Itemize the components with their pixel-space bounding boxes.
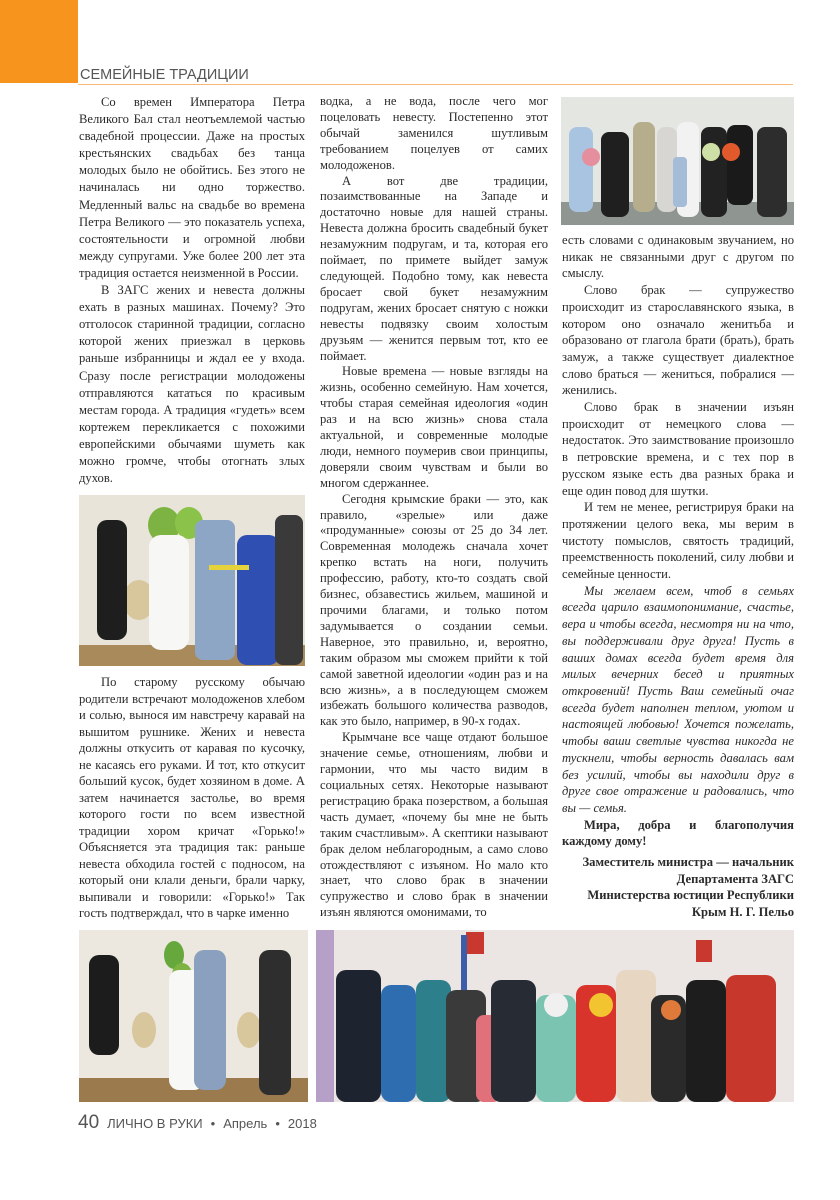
group-celebration-photo xyxy=(316,930,794,1102)
paragraph: Сегодня крымские браки — это, как правило, «зрелые» или даже «продуманные» союзы от 25 до 34 лет. Современная молодежь сначала хочет крепко встать на ноги, получить профессию, работу, кто-то создать свой бизнес, обзавестись жильем, машиной и прочими благами, и только потом задумывается о создании семьи. Наверное, это правильно, и, вероятно, таким образом мы сможем прийти к той самой заветной идеологии «один раз и на всю жизнь», а в последующем сможем избежать большого количества разводов, как это было, например, в 90-х годах. xyxy=(320,491,548,729)
signature-block xyxy=(562,854,794,921)
orange-corner-block xyxy=(0,0,78,83)
article-column-2 xyxy=(320,94,548,921)
article-column-1 xyxy=(79,94,305,487)
page-footer xyxy=(78,1112,317,1134)
signature-line: Крым Н. Г. Пельо xyxy=(691,905,794,920)
article-column-1-bottom xyxy=(79,674,305,922)
separator: • xyxy=(210,1116,216,1131)
header-rule xyxy=(78,84,793,85)
wish-paragraph: Мы желаем всем, чтоб в семьях всегда царило взаимопонимание, счастье, вера и чтобы всегда, несмотря ни на что, вы поддерживали друг друга! Пусть в ваших домах всегда будет время для милых вечерних бесед и приятных откровений! Пусть Ваш семейный очаг всегда будет наполнен теплом, уютом и настоящей любовью! Хочется пожелать, чтобы ваши светлые чувства никогда не тускнели, чтобы верность давалась вам без усилий, чтобы вы находили друг в друге свое отражение и радовались, что вы — семья. xyxy=(562,583,794,815)
paragraph: А вот две традиции, позаимствованные на Западе и достаточно новые для нашей страны. Невеста должна бросить свадебный букет незамужним подругам, и та, которая его поймает, по примете выйдет замуж следующей. Подобно тому, как невеста бросает свой букет незамужним подругам, жених бросает снятую с ножки невесты подвязку своим холостым друзьям — женится первым тот, кто ее поймает. xyxy=(320,173,548,363)
paragraph: В ЗАГС жених и невеста должны ехать в разных машинах. Почему? Это отголосок старинной традиции, согласно которой жених приезжал в церковь раньше избранницы и ждал ее у входа. Сразу после регистрации молодожены отправляются кататься по красивым местам города. А традиция «гудеть» всем кортежем перекликается с похожими европейскими обычаями шуметь как можно громче, чтобы отогнать злых духов. xyxy=(79,283,305,486)
wedding-photo-bread xyxy=(79,495,305,666)
section-title: СЕМЕЙНЫЕ ТРАДИЦИИ xyxy=(80,67,249,83)
article-column-3 xyxy=(562,232,794,921)
paragraph: По старому русскому обычаю родители встречают молодоженов хлебом и солью, вынося им навстречу каравай на вышитом рушнике. Жених и невеста должны откусить от каравая по кусочку, не касаясь его руками. И тот, кто откусит больший кусок, будет хозяином в доме. А затем начинается застолье, во время которого гости по всем известной традиции хором кричат «Горько!» Объясняется эта традиция так: раньше невеста обходила гостей с подносом, на который они клали деньги, брали чарку, выпивали и говорили: «Горько!» Так гость подтверждал, что в чарке именно xyxy=(79,675,305,920)
signature-line: Заместитель министра — начальник xyxy=(582,855,794,870)
family-group-photo xyxy=(561,97,794,225)
paragraph: есть словами с одинаковым звучанием, но никак не связанными друг с другом по смыслу. xyxy=(562,233,794,281)
paragraph: Крымчане все чаще отдают большое значение семье, отношениям, любви и гармонии, что мы часто видим в социальных сетях. Некоторые называют регистрацию брака позерством, а большая часть думает, «почему бы мне не быть таким счастливым». А скептики называют брак делом неблагородным, а само слово отождествляют с изъяном. Но мало кто знает, что слово брак в значении супружество и слово брак в значении изъян являются омонимами, то xyxy=(320,730,548,920)
signature-line: Департамента ЗАГС xyxy=(676,871,794,886)
signature-line: Министерства юстиции Республики xyxy=(587,888,794,903)
paragraph: Со времен Императора Петра Великого Бал стал неотъемлемой частью свадебной процессии. Даже на простых крестьянских свадьбах без танца молодых было не обойтись. Без этого не начиналась ни одно торжество. Медленный вальс на свадьбе во времена Петра Великого — это показатель успеха, состоятельности и огромной любви между супругами. Уже более 200 лет эта традиция остается неизменной в России. xyxy=(79,95,305,280)
paragraph: Слово брак — супружество происходит из старославянского языка, в котором оно означало женитьба и образовано от глагола брати (брать), брать замуж, а также существует диалектное слово браться — жениться, побралися — женились. xyxy=(562,283,794,398)
wedding-kiss-photo xyxy=(79,930,308,1102)
paragraph: водка, а не вода, после чего мог поцеловать невесту. Постепенно этот обычай заменился шутливым требованием поцелуев от самих молодоженов. xyxy=(320,94,548,172)
paragraph: Новые времена — новые взгляды на жизнь, особенно семейную. Нам хочется, чтобы старая семейная идеология «один раз и на всю жизнь» снова стала актуальной, и современные молодые люди, немного поумерив свои принципы, доверяли своим чувствам и были во многом сдержаннее. xyxy=(320,364,548,490)
page-number: 40 xyxy=(78,1112,100,1133)
magazine-name: ЛИЧНО В РУКИ xyxy=(107,1116,203,1131)
separator: • xyxy=(275,1116,280,1131)
paragraph: И тем не менее, регистрируя браки на протяжении целого века, мы верим в чистоту помыслов, святость традиций, преемственность поколений, силу любви и семейные ценности. xyxy=(562,500,794,582)
issue-year: 2018 xyxy=(287,1116,317,1131)
issue-month: Апрель xyxy=(223,1116,268,1131)
paragraph: Слово брак в значении изъян происходит от немецкого слова — недостаток. Это заимствование произошло в петровские времена, и с тех пор в русском языке есть два разных брака и еще один повод для шутки. xyxy=(562,400,794,498)
wish-bold-paragraph: Мира, добра и благополучия каждому дому! xyxy=(562,817,794,849)
